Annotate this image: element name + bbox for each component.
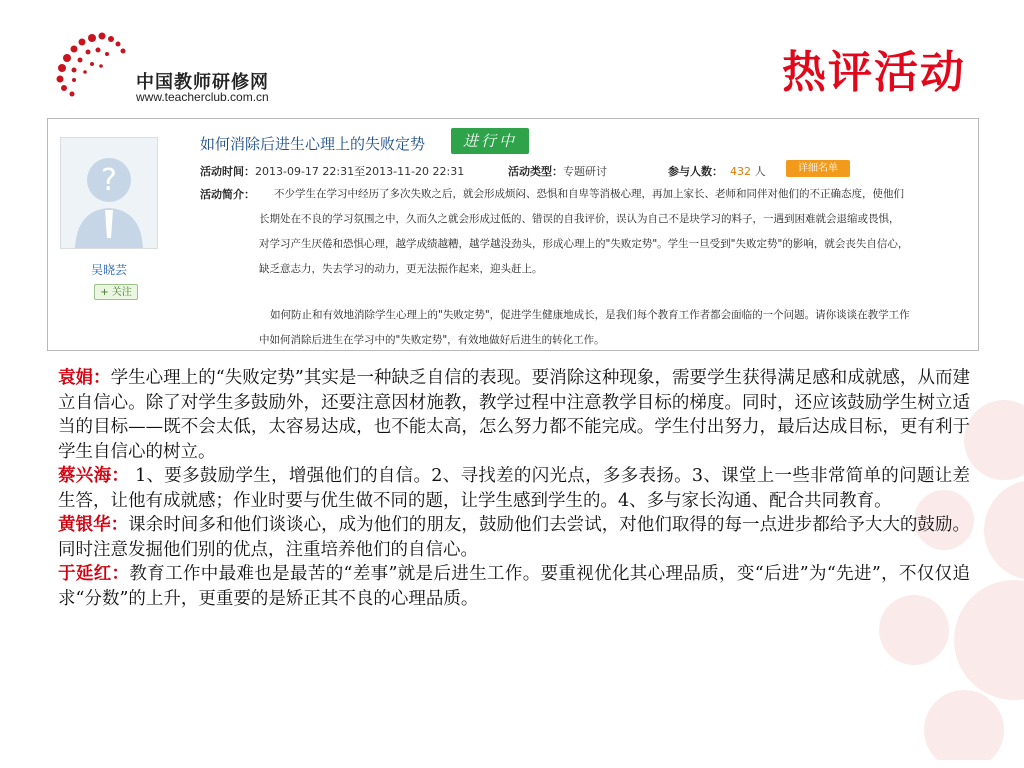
comment-item [58,366,970,464]
comment-item [58,513,970,562]
follow-button[interactable]: + 关注 [94,284,138,300]
time-value: 2013-09-17 22:31至2013-11-20 22:31 [255,165,465,178]
intro-line: 不少学生在学习中经历了多次失败之后，就会形成烦闷、恐惧和自卑等消极心理，再加上家长、老师和同伴对他们的不正确态度，使他们 [274,188,904,200]
site-logo[interactable] [52,30,302,110]
count-unit: 人 [754,165,766,178]
activity-time [200,163,464,179]
avatar[interactable] [60,137,158,249]
commenter-name: 蔡兴海： [58,466,130,486]
comment-text: 教育工作中最难也是最苦的“差事”就是后进生工作。要重视优化其心理品质，变“后进”为“先进”，不仅仅追求“分数”的上升，更重要的是矫正其不良的心理品质。 [58,564,970,609]
logo-name: 中国教师研修网 [136,72,269,93]
comment-text: 1、要多鼓励学生，增强他们的自信。2、寻找差的闪光点，多多表扬。3、课堂上一些非常简单的问题让差生答，让他有成就感；作业时要与优生做不同的题，让学生感到学生的。4、多与家长沟通、配合共同教育。 [58,466,971,511]
detail-list-button[interactable]: 详细名单 [786,160,850,177]
activity-type [508,163,607,179]
count-value: 432 [730,165,751,178]
intro-line: 对学习产生厌倦和恐惧心理，越学成绩越糟，越学越没劲头，形成心理上的"失败定势"。学生一旦受到"失败定势"的影响，就会丧失自信心， [259,238,909,250]
intro-label: 活动简介： [200,188,255,201]
intro-line: 如何防止和有效地消除学生心理上的"失败定势"，促进学生健康地成长，是我们每个教育工作者都会面临的一个问题。请你谈谈在教学工作 [270,309,910,321]
comment-list [58,366,970,611]
svg-text:?: ? [101,163,117,198]
comment-item [58,562,970,611]
slide-title: 热评活动 [782,47,966,98]
type-label: 活动类型： [508,165,563,178]
activity-title[interactable]: 如何消除后进生心理上的失败定势 [200,135,426,153]
participant-count [668,163,766,179]
author-name-link[interactable]: 吴晓芸 [90,263,127,277]
commenter-name: 袁娟： [58,368,111,388]
comment-item [58,464,970,513]
intro-line: 长期处在不良的学习氛围之中，久而久之就会形成过低的、错误的自我评价，误认为自己不是块学习的料子，一遇到困难就会退缩或畏惧， [259,213,900,225]
commenter-name: 于延红： [58,564,130,584]
type-value: 专题研讨 [563,165,607,178]
comment-text: 课余时间多和他们谈谈心，成为他们的朋友，鼓励他们去尝试，对他们取得的每一点进步都给予大大的鼓励。同时注意发掘他们别的优点，注重培养他们的自信心。 [58,515,971,560]
intro-line: 缺乏意志力，失去学习的动力，更无法振作起来，迎头赶上。 [259,263,543,275]
commenter-name: 黄银华： [58,515,129,535]
intro-line: 中如何消除后进生在学习中的"失败定势"，有效地做好后进生的转化工作。 [259,334,605,346]
default-avatar-icon [61,138,157,248]
comment-text: 学生心理上的“失败定势”其实是一种缺乏自信的表现。要消除这种现象，需要学生获得满足感和成就感，从而建立自信心。除了对学生多鼓励外，还要注意因材施教，教学过程中注意教学目标的梯度。同时，还应该鼓励学生树立适当的目标——既不会太低，太容易达成，也不能太高，怎么努力都不能完成。学生付出努力，最后达成目标，更有利于学生自信心的树立。 [58,368,970,462]
count-label: 参与人数： [668,165,723,178]
logo-url: www.teacherclub.com.cn [136,90,269,104]
activity-panel [47,118,979,351]
time-label: 活动时间： [200,165,255,178]
status-badge: 进行中 [451,128,529,154]
logo-dots-icon [52,30,138,100]
